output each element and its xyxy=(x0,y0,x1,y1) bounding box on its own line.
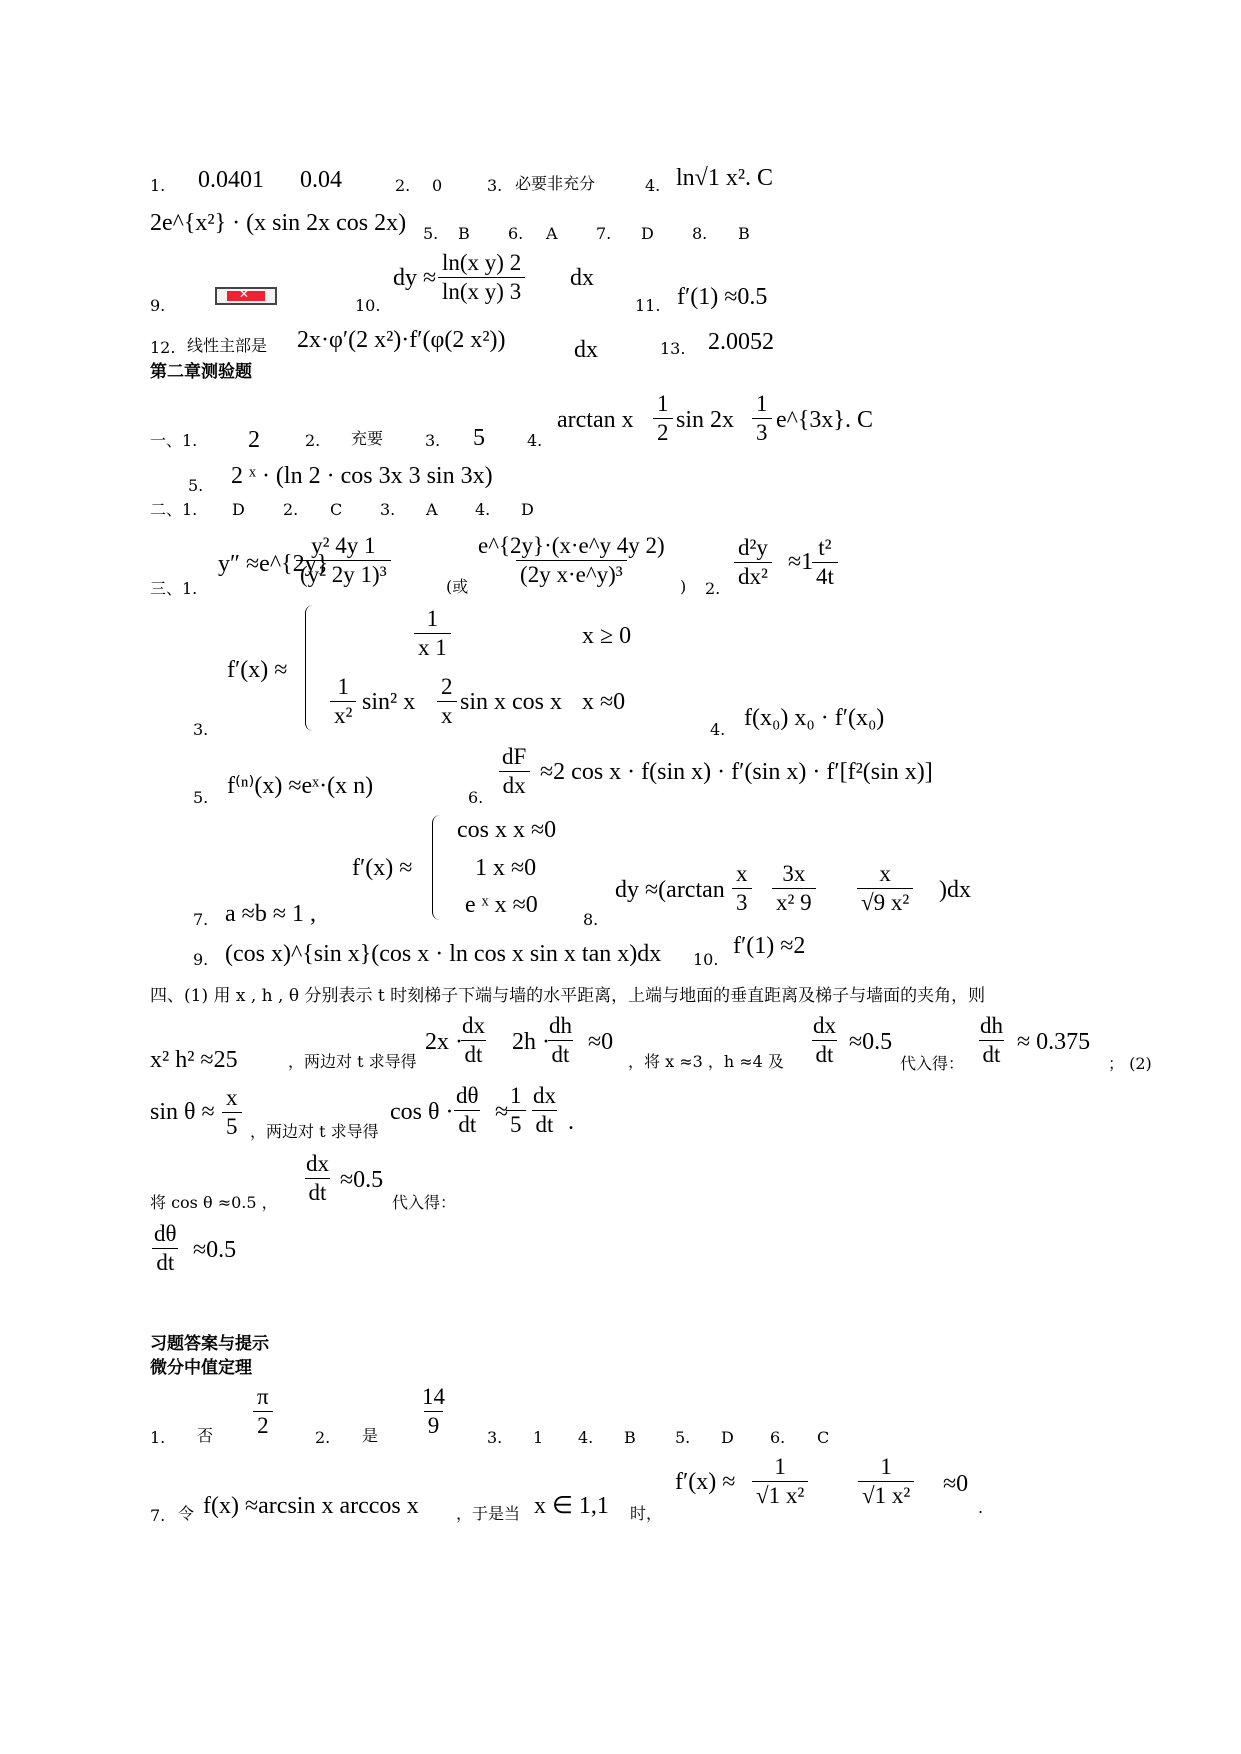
case: e ˣ x ≈0 xyxy=(465,892,538,918)
answer-13: 2.0052 xyxy=(708,329,774,355)
item-number: 2. xyxy=(395,176,411,195)
part-label: 二、1. xyxy=(150,500,198,519)
expr: f′(x) ≈ xyxy=(227,657,288,683)
answer-6: A xyxy=(546,224,558,243)
item-number: 3. xyxy=(425,431,441,450)
answer-4c: e^{3x}. C xyxy=(776,407,873,433)
text: ，将 x ≈3 ，h ≈4 及 xyxy=(628,1052,784,1071)
expr: f′(x) ≈ xyxy=(352,855,413,881)
expr: f(x) ≈arcsin x arccos x xyxy=(203,1493,419,1519)
answer: 2 xyxy=(248,427,260,453)
answer: C xyxy=(330,500,343,519)
item-number: 6. xyxy=(508,224,524,243)
condition: x ≥ 0 xyxy=(582,623,632,649)
answer-8: B xyxy=(738,224,750,243)
broken-image-icon xyxy=(215,287,277,305)
expr: ≈1 xyxy=(788,549,814,575)
expr: ≈ 0.375 xyxy=(1017,1029,1091,1055)
condition: x ≈0 xyxy=(582,689,626,715)
item-number: 4. xyxy=(527,431,543,450)
text: 代入得： xyxy=(900,1054,965,1073)
answer-8b: )dx xyxy=(939,877,971,903)
item-number: 10. xyxy=(355,296,381,315)
fraction: $\frac{\text{d²y}}{\text{dx²}}$ xyxy=(734,536,772,589)
fraction: $\frac{dh}{dt}$ xyxy=(980,1013,1003,1068)
expr: ≈0.5 xyxy=(193,1237,237,1263)
answer-7: D xyxy=(641,224,654,243)
answer: 是 xyxy=(362,1426,379,1445)
text: ) xyxy=(680,577,687,596)
answer-9: (cos x)^{sin x}(cos x · ln cos x sin x tan x)dx xyxy=(225,941,662,967)
fraction: $\frac{1}{2}$ xyxy=(653,392,673,445)
expr: y″ ≈e^{2y} xyxy=(218,551,329,577)
fraction: $\frac{d\theta}{dt}$ xyxy=(154,1221,177,1276)
brace xyxy=(305,605,316,731)
answer-4b: sin 2x xyxy=(676,407,735,433)
expr: sin² x xyxy=(362,689,416,715)
answer-5: B xyxy=(458,224,470,243)
fraction: $\frac{dF}{dx}$ xyxy=(498,745,530,798)
text: ，两边对 t 求导得 xyxy=(250,1122,379,1141)
expr: sin x cos x xyxy=(460,689,562,715)
answer-4a: arctan x xyxy=(557,407,634,433)
answer-10: f′(1) ≈2 xyxy=(733,933,806,959)
answer-12-expr: 2x·φ′(2 x²)·f′(φ(2 x²)) xyxy=(297,327,506,353)
item-number: 2. xyxy=(315,1428,331,1447)
answer: 否 xyxy=(197,1426,214,1445)
answer: D xyxy=(721,1428,734,1447)
expr: cos θ · xyxy=(390,1099,454,1125)
item-number: 5. xyxy=(675,1428,691,1447)
fraction: $\frac{x}{5}$ xyxy=(222,1086,242,1139)
item-number: 3. xyxy=(380,500,396,519)
fraction: $\frac{1}{\text{x²}}$ xyxy=(330,675,356,728)
answer-10-lhs: dy ≈ xyxy=(393,265,437,291)
text: (或 xyxy=(446,577,469,596)
chapter-heading: 第二章测验题 xyxy=(150,362,252,382)
item-number: 5. xyxy=(193,788,209,807)
item-number: 6. xyxy=(770,1428,786,1447)
fraction: $\frac{1}{3}$ xyxy=(752,392,772,445)
answer-12-label: 线性主部是 xyxy=(187,336,268,355)
text: . xyxy=(568,1109,574,1135)
answer: 5 xyxy=(473,425,485,451)
fraction: $\frac{dh}{dt}$ xyxy=(549,1013,572,1068)
item-number: 12. xyxy=(150,338,176,357)
answer-10-fraction: $\frac{\text{ln(x y) 2}}{\text{ln(x y) 3}}$ xyxy=(438,251,525,304)
fraction: $\frac{3x}{\text{x² 9}}$ xyxy=(772,862,816,915)
item-number: 3. xyxy=(487,176,503,195)
case: 1 x ≈0 xyxy=(475,855,537,881)
item-number: 13. xyxy=(660,339,686,358)
answer: A xyxy=(426,500,438,519)
eq: x² h² ≈25 xyxy=(150,1047,238,1073)
item-number: 1. xyxy=(150,1428,166,1447)
fraction: $\frac{1}{\text{√1 x²}}$ xyxy=(752,1455,808,1508)
answer-4: f(x₀) x₀ · f′(x₀) xyxy=(744,705,885,731)
expr: ≈0 xyxy=(588,1029,614,1055)
answer-12-dx: dx xyxy=(574,337,598,363)
answer-2: 0 xyxy=(432,176,443,195)
item-number: 2. xyxy=(305,431,321,450)
case: cos x x ≈0 xyxy=(457,817,557,843)
expr: ≈0.5 xyxy=(849,1029,893,1055)
fraction: $\frac{1}{5}$ xyxy=(506,1084,526,1137)
text: 令 xyxy=(178,1504,195,1523)
brace xyxy=(432,815,443,920)
fraction: $\frac{1}{x 1}$ xyxy=(414,607,451,660)
answer-4: ln√1 x². C xyxy=(676,165,774,191)
eq: sin θ ≈ xyxy=(150,1099,215,1125)
fraction: $\frac{dx}{dt}$ xyxy=(813,1013,836,1068)
expr: 2x · xyxy=(425,1029,463,1055)
item-number: 5. xyxy=(188,476,204,495)
text: ，两边对 t 求导得 xyxy=(288,1052,417,1071)
item-number: 11. xyxy=(635,296,661,315)
item-number: 7. xyxy=(150,1506,166,1525)
item-number: 7. xyxy=(596,224,612,243)
answer: 1 xyxy=(533,1428,544,1447)
text: ，于是当 xyxy=(456,1504,521,1523)
text: ； (2) xyxy=(1108,1054,1152,1073)
text: 代入得： xyxy=(392,1193,457,1212)
answer-1a: 0.0401 xyxy=(198,167,264,193)
section-heading: 习题答案与提示 xyxy=(150,1334,269,1354)
fraction: $\frac{\pi}{2}$ xyxy=(253,1385,273,1438)
fraction: $\frac{1}{\text{√1 x²}}$ xyxy=(858,1455,914,1508)
answer: 充要 xyxy=(351,429,384,448)
item-number: 8. xyxy=(583,910,599,929)
answer-4-cont: 2e^{x²} · (x sin 2x cos 2x) xyxy=(150,210,407,236)
section-heading: 微分中值定理 xyxy=(150,1358,252,1378)
part-label: 一、1. xyxy=(150,431,198,450)
expr: 2h · xyxy=(512,1029,550,1055)
item-number: 3. xyxy=(193,720,209,739)
item-number: 4. xyxy=(710,720,726,739)
item-number: 4. xyxy=(578,1428,594,1447)
expr: ≈0 xyxy=(943,1471,969,1497)
answer-7a: a ≈b ≈ 1 , xyxy=(225,901,316,927)
expr: f′(x) ≈ xyxy=(675,1469,736,1495)
problem-text: 四、(1) 用 x , h , θ 分别表示 t 时刻梯子下端与墙的水平距离，上端与地面的垂直距离及梯子与墙面的夹角，则 xyxy=(150,986,986,1006)
item-number: 5. xyxy=(423,224,439,243)
answer-6: ≈2 cos x · f(sin x) · f′(sin x) · f′[f²(sin x)] xyxy=(540,759,933,785)
item-number: 10. xyxy=(693,950,719,969)
item-number: 2. xyxy=(283,500,299,519)
fraction: $\frac{e\^{}\{2y\}\cdot(x\cdot e\^{}y 4y 2)}{\text{(2y x·e\textasciicircum{}y)³}}$ xyxy=(478,533,665,588)
answer-3: 必要非充分 xyxy=(515,174,596,193)
answer-10-dx: dx xyxy=(570,265,594,291)
answer-5: 2 ˣ · (ln 2 · cos 3x 3 sin 3x) xyxy=(231,463,493,489)
item-number: 3. xyxy=(487,1428,503,1447)
answer: C xyxy=(817,1428,830,1447)
item-number: 9. xyxy=(193,950,209,969)
fraction: $\frac{dx}{dt}$ xyxy=(533,1083,556,1138)
item-number: 9. xyxy=(150,296,166,315)
fraction: $\frac{\text{t²}}{4t}$ xyxy=(812,536,838,589)
item-number: 6. xyxy=(468,788,484,807)
item-number: 4. xyxy=(645,176,661,195)
answer-5: f⁽ⁿ⁾(x) ≈eˣ·(x n) xyxy=(227,773,374,799)
fraction: $\frac{x}{3}$ xyxy=(732,862,752,915)
answer: B xyxy=(624,1428,636,1447)
fraction: $\frac{dx}{dt}$ xyxy=(462,1013,485,1068)
text: . xyxy=(978,1498,984,1517)
answer-1b: 0.04 xyxy=(300,167,342,193)
fraction: $\frac{2}{x}$ xyxy=(437,675,457,728)
answer-11: f′(1) ≈0.5 xyxy=(677,284,768,310)
part-label: 三、1. xyxy=(150,579,198,598)
text: 将 cos θ ≈0.5 ， xyxy=(150,1193,278,1212)
fraction: $\frac{x}{\text{√9 x²}}$ xyxy=(857,862,913,915)
item-number: 7. xyxy=(193,910,209,929)
expr: ≈ xyxy=(495,1099,509,1125)
answer-8a: dy ≈(arctan xyxy=(615,877,725,903)
answer: D xyxy=(521,500,534,519)
item-number: 1. xyxy=(150,176,166,195)
text: 时， xyxy=(630,1504,663,1523)
fraction: $\frac{\text{y² 4y 1}}{\text{(y² 2y 1)³}}$ xyxy=(296,534,391,587)
fraction: $\frac{14}{9}$ xyxy=(422,1384,445,1439)
expr: x ∈ 1,1 xyxy=(534,1493,609,1519)
item-number: 4. xyxy=(475,500,491,519)
expr: ≈0.5 xyxy=(340,1167,384,1193)
fraction: $\frac{d\theta}{dt}$ xyxy=(456,1083,479,1138)
item-number: 2. xyxy=(705,579,721,598)
answer: D xyxy=(232,500,245,519)
fraction: $\frac{dx}{dt}$ xyxy=(306,1151,329,1206)
item-number: 8. xyxy=(692,224,708,243)
